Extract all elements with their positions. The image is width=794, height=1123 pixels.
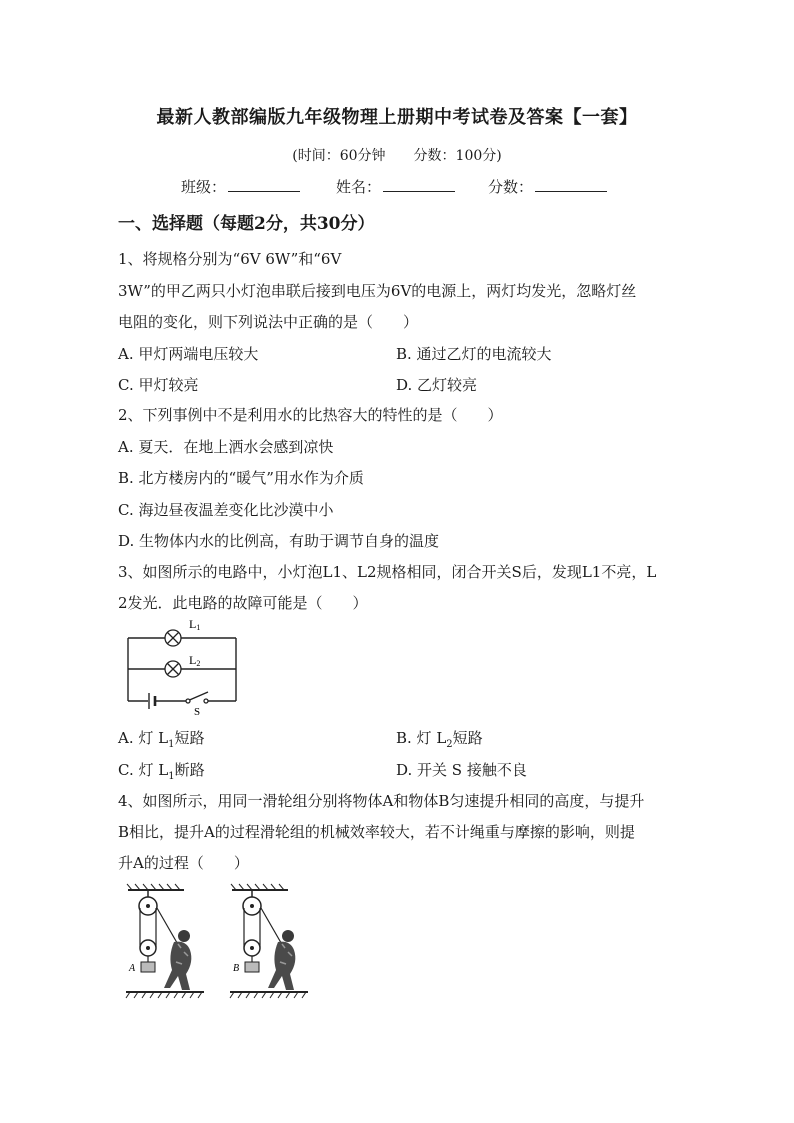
score-field[interactable] xyxy=(488,176,607,197)
q3-b-sub: 2 xyxy=(446,739,453,750)
q1-line1: 1、将规格分别为“6V 6W”和“6V xyxy=(118,250,342,268)
q1-option-b[interactable]: B. 通过乙灯的电流较大 xyxy=(396,345,552,363)
class-blank[interactable] xyxy=(228,177,300,192)
person-a-icon xyxy=(164,930,191,990)
name-field[interactable] xyxy=(336,176,455,197)
label-a: A xyxy=(129,963,136,974)
q3-c-sub: 1 xyxy=(168,771,175,782)
battery-icon xyxy=(149,693,155,709)
q3-option-b[interactable] xyxy=(396,727,483,750)
lamp-l2-icon xyxy=(165,661,181,677)
q1-line3: 电阻的变化，则下列说法中正确的是（ ） xyxy=(118,313,419,331)
q4-line2: B相比，提升A的过程滑轮组的机械效率较大，若不计绳重与摩擦的影响，则提 xyxy=(118,823,635,841)
q3-a-text: A. 灯 L xyxy=(118,729,169,747)
label-s: S xyxy=(194,706,201,716)
score-label: 分数： xyxy=(488,178,534,196)
label-l2: L2 xyxy=(189,653,201,668)
weight-b-icon xyxy=(245,962,259,972)
label-l1: L1 xyxy=(189,617,201,632)
label-b: B xyxy=(233,963,240,974)
pulley-system-b xyxy=(230,884,308,998)
class-label: 班级： xyxy=(181,178,227,196)
q3-a-post: 短路 xyxy=(174,729,205,747)
pulley-diagram xyxy=(124,882,314,1000)
section-heading: 一、选择题（每题2分，共30分） xyxy=(118,214,375,234)
score-blank[interactable] xyxy=(535,177,607,192)
q1-option-a[interactable]: A. 甲灯两端电压较大 xyxy=(118,345,259,363)
q3-line2: 2发光．此电路的故障可能是（ ） xyxy=(118,594,368,612)
q3-line1: 3、如图所示的电路中，小灯泡L1、L2规格相同，闭合开关S后，发现L1不亮，L xyxy=(118,563,657,581)
q3-option-c[interactable] xyxy=(118,759,205,782)
q3-c-text: C. 灯 L xyxy=(118,761,169,779)
exam-subtitle xyxy=(0,145,794,165)
q2-option-c[interactable]: C. 海边昼夜温差变化比沙漠中小 xyxy=(118,501,334,519)
q4-line3: 升A的过程（ ） xyxy=(118,854,249,872)
switch-icon xyxy=(186,692,208,703)
lamp-l1-icon xyxy=(165,630,181,646)
name-label: 姓名： xyxy=(336,178,382,196)
time-label: (时间：60分钟 xyxy=(292,148,386,164)
q3-b-text: B. 灯 L xyxy=(396,729,447,747)
circuit-diagram xyxy=(118,616,248,716)
exam-title: 最新人教部编版九年级物理上册期中考试卷及答案【一套】 xyxy=(156,107,638,128)
person-b-icon xyxy=(268,930,295,990)
q2-option-d[interactable]: D. 生物体内水的比例高，有助于调节自身的温度 xyxy=(118,532,440,550)
q4-line1: 4、如图所示，用同一滑轮组分别将物体A和物体B匀速提升相同的高度，与提升 xyxy=(118,792,645,810)
q1-option-d[interactable]: D. 乙灯较亮 xyxy=(396,376,478,394)
q2-option-b[interactable]: B. 北方楼房内的“暖气”用水作为介质 xyxy=(118,469,364,487)
score-total-label: 分数：100分) xyxy=(413,148,502,164)
class-field[interactable] xyxy=(181,176,300,197)
q3-option-a[interactable] xyxy=(118,727,205,750)
q3-a-sub: 1 xyxy=(168,739,175,750)
q1-line2: 3W”的甲乙两只小灯泡串联后接到电压为6V的电源上，两灯均发光，忽略灯丝 xyxy=(118,282,637,300)
name-blank[interactable] xyxy=(383,177,455,192)
q2-line1: 2、下列事例中不是利用水的比热容大的特性的是（ ） xyxy=(118,406,503,424)
q3-c-post: 断路 xyxy=(174,761,205,779)
q1-option-c[interactable]: C. 甲灯较亮 xyxy=(118,376,199,394)
pulley-system-a xyxy=(126,884,204,998)
q2-option-a[interactable]: A. 夏天．在地上洒水会感到凉快 xyxy=(118,438,334,456)
q3-option-d[interactable]: D. 开关 S 接触不良 xyxy=(396,761,527,779)
q3-b-post: 短路 xyxy=(452,729,483,747)
weight-a-icon xyxy=(141,962,155,972)
